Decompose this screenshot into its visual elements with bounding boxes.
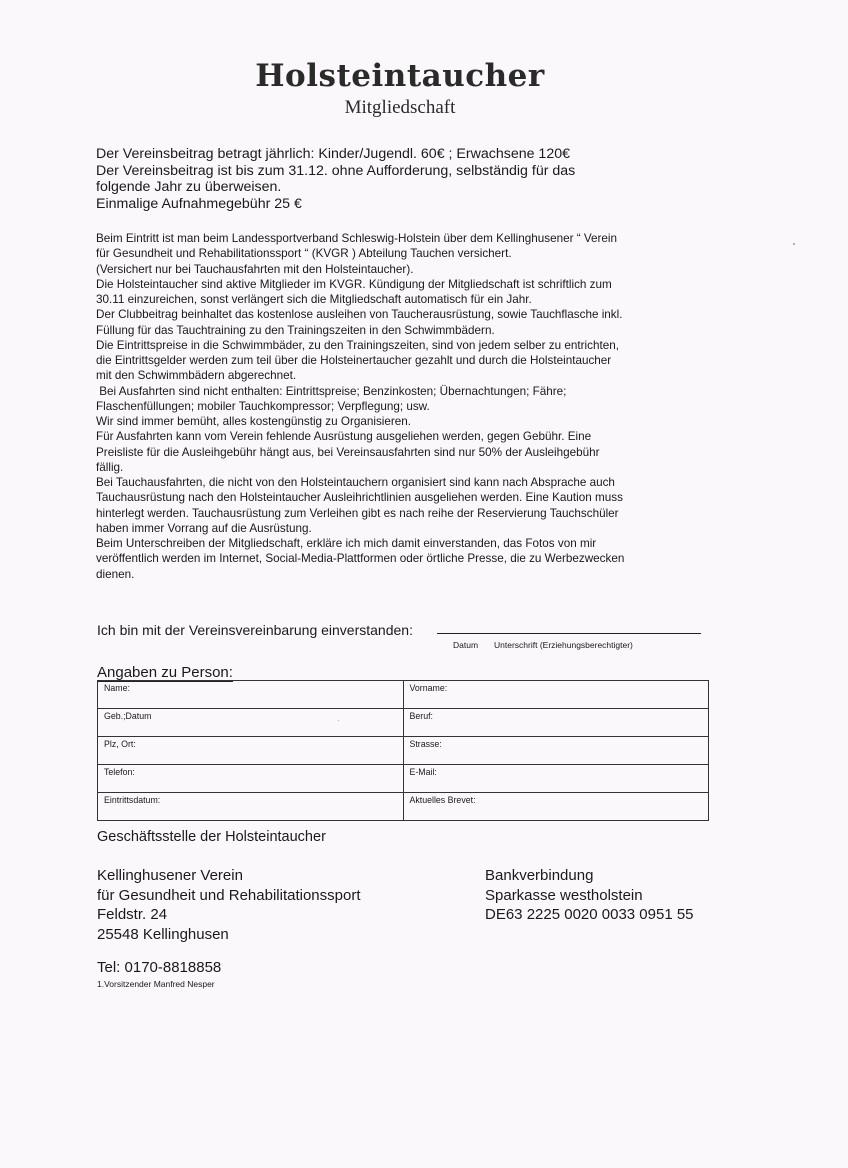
- bank-line: Bankverbindung: [485, 867, 594, 884]
- terms-line: hinterlegt werden. Tauchausrüstung zum Verleihen gibt es nach reihe der Reservierung Tauchschüler: [96, 506, 619, 520]
- postcode-city-field[interactable]: Plz, Ort:: [98, 737, 404, 765]
- fee-line: Der Vereinsbeitrag ist bis zum 31.12. ohne Aufforderung, selbständig für das: [96, 162, 576, 179]
- address-line: 25548 Kellinghusen: [97, 925, 229, 943]
- terms-line: mit den Schwimmbädern abgerechnet.: [96, 369, 297, 383]
- terms-line: Flaschenfüllungen; mobiler Tauchkompressor; Verpflegung; usw.: [96, 399, 430, 413]
- first-name-field[interactable]: Vorname:: [403, 681, 709, 709]
- terms-line: Füllung für das Tauchtraining zu den Trainingszeiten in den Schwimmbädern.: [96, 323, 495, 337]
- phone-field[interactable]: Telefon:: [98, 765, 404, 793]
- fee-line: Einmalige Aufnahmegebühr 25 €: [96, 195, 302, 212]
- brevet-field[interactable]: Aktuelles Brevet:: [403, 793, 709, 821]
- birthdate-field[interactable]: Geb.;Datum: [98, 709, 404, 737]
- terms-line: (Versichert nur bei Tauchausfahrten mit den Holsteintaucher).: [96, 262, 414, 276]
- terms-line: fällig.: [96, 460, 124, 474]
- document-subtitle: Mitgliedschaft: [344, 97, 456, 118]
- scan-speck: [338, 720, 339, 721]
- name-field[interactable]: Name:: [98, 681, 404, 709]
- address-line: Kellinghusener Verein: [97, 867, 243, 884]
- terms-line: haben immer Vorrang auf die Ausrüstung.: [96, 521, 312, 535]
- person-details-table: [97, 680, 709, 821]
- terms-line: Tauchausrüstung nach den Holsteintaucher Ausleihrichtlinien ausgeliehen werden. Eine Kaution muss: [96, 491, 623, 505]
- terms-line: dienen.: [96, 567, 135, 581]
- terms-line: Wir sind immer bemüht, alles kostengünstig zu Organisieren.: [96, 415, 412, 428]
- signature-label: Unterschrift (Erziehungsberechtigter): [494, 640, 633, 650]
- office-title: Geschäftsstelle der Holsteintaucher: [97, 829, 326, 845]
- office-address: [97, 866, 361, 944]
- terms-line: Der Clubbeitrag beinhaltet das kostenlose ausleihen von Taucherausrüstung, sowie Tauchflasche inkl.: [96, 308, 623, 322]
- bank-line: Sparkasse westholstein: [485, 886, 643, 904]
- terms-line: veröffentlich werden im Internet, Social-Media-Plattformen oder örtliche Presse, die zu Werbezwecken: [96, 552, 625, 566]
- terms-line: Bei Ausfahrten sind nicht enthalten: Eintrittspreise; Benzinkosten; Übernachtungen; Fähre;: [96, 384, 567, 398]
- bank-details: [485, 866, 694, 925]
- street-field[interactable]: Strasse:: [403, 737, 709, 765]
- terms-line: Beim Eintritt ist man beim Landessportverband Schleswig-Holstein über dem Kellinghusener “ Verein: [96, 232, 618, 245]
- fee-line: Der Vereinsbeitrag betragt jährlich: Kinder/Jugendl. 60€ ; Erwachsene 120€: [96, 146, 570, 162]
- terms-section: [96, 231, 726, 582]
- terms-line: 30.11 einzureichen, sonst verlängert sich die Mitgliedschaft automatisch für ein Jahr.: [96, 293, 532, 306]
- terms-line: Für Ausfahrten kann vom Verein fehlende Ausrüstung ausgeliehen werden, gegen Gebühr. Eine: [96, 430, 592, 444]
- table-row: [98, 681, 709, 709]
- fees-section: [96, 146, 696, 212]
- signature-line[interactable]: [437, 633, 701, 634]
- fee-line: folgende Jahr zu überweisen.: [96, 179, 282, 196]
- phone-number: Tel: 0170-8818858: [97, 959, 222, 976]
- terms-line: Beim Unterschreiben der Mitgliedschaft, erkläre ich mich damit einverstanden, das Fotos von mir: [96, 537, 597, 550]
- iban: DE63 2225 0020 0033 0951 55: [485, 906, 694, 923]
- document-title: Holsteintaucher: [255, 58, 545, 94]
- terms-line: Preisliste für die Ausleihgebühr hängt aus, bei Vereinsausfahrten sind nur 50% der Ausleihgebühr: [96, 445, 600, 459]
- person-section-heading: Angaben zu Person:: [97, 664, 233, 681]
- terms-line: für Gesundheit und Rehabilitationssport “ (KVGR ) Abteilung Tauchen versichert.: [96, 247, 512, 261]
- date-label: Datum: [453, 640, 479, 650]
- table-row: [98, 793, 709, 821]
- terms-line: die Eintrittsgelder werden zum teil über die Holsteinertaucher gezahlt und durch die Holsteintaucher: [96, 354, 612, 367]
- table-row: [98, 709, 709, 737]
- address-line: für Gesundheit und Rehabilitationssport: [97, 886, 361, 904]
- table-row: [98, 765, 709, 793]
- email-field[interactable]: E-Mail:: [403, 765, 709, 793]
- address-line: Feldstr. 24: [97, 906, 168, 923]
- occupation-field[interactable]: Beruf:: [403, 709, 709, 737]
- scan-speck: [793, 243, 795, 245]
- entry-date-field[interactable]: Eintrittsdatum:: [98, 793, 404, 821]
- chairman-name: 1.Vorsitzender Manfred Nesper: [97, 979, 215, 989]
- terms-line: Bei Tauchausfahrten, die nicht von den Holsteintauchern organisiert sind kann nach Absprache auch: [96, 476, 615, 489]
- table-row: [98, 737, 709, 765]
- terms-line: Die Holsteintaucher sind aktive Mitglieder im KVGR. Kündigung der Mitgliedschaft ist schriftlich zum: [96, 277, 612, 291]
- terms-line: Die Eintrittspreise in die Schwimmbäder, zu den Trainingszeiten, sind von jedem selber zu entrichten,: [96, 338, 619, 352]
- consent-statement: Ich bin mit der Vereinsvereinbarung einverstanden:: [97, 622, 413, 638]
